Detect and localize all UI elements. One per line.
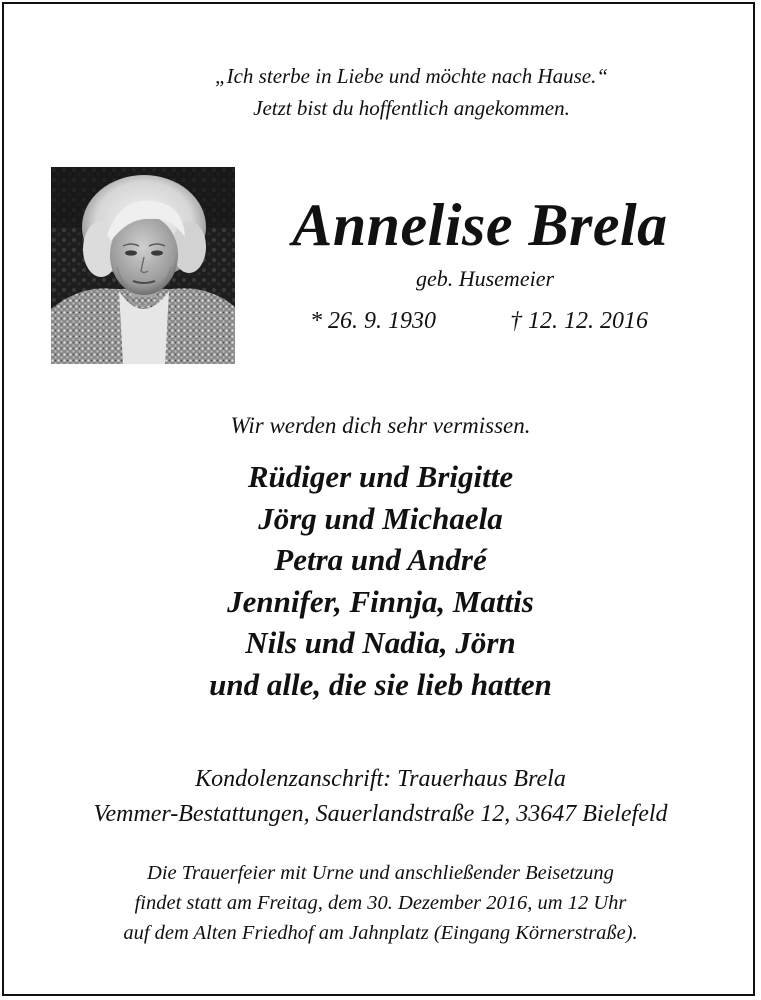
mourner-line: Rüdiger und Brigitte	[247, 459, 514, 494]
mourner-line: Jörg und Michaela	[258, 500, 503, 536]
mourners-list	[0, 456, 761, 705]
portrait-image	[51, 167, 235, 364]
maiden-name: geb. Husemeier	[415, 266, 555, 291]
farewell-line: Wir werden dich sehr vermissen.	[230, 413, 531, 438]
mourner-line: Petra und André	[274, 542, 487, 577]
contact-line-1: Kondolenzanschrift: Trauerhaus Brela	[195, 766, 566, 792]
mourner-line: und alle, die sie lieb hatten	[209, 666, 552, 702]
funeral-line-3: auf dem Alten Friedhof am Jahnplatz (Eingang Körnerstraße).	[123, 922, 638, 944]
opening-quote	[0, 60, 761, 124]
quote-line-1: „Ich sterbe in Liebe und möchte nach Hause.“	[214, 64, 609, 88]
quote-line-2: Jetzt bist du hoffentlich angekommen.	[253, 96, 570, 120]
funeral-info	[0, 858, 761, 948]
funeral-line-1: Die Trauerfeier mit Urne und anschließender Beisetzung	[147, 862, 614, 884]
contact-line-2: Vemmer-Bestattungen, Sauerlandstraße 12, 33647 Bielefeld	[93, 801, 668, 827]
portrait-photo	[51, 167, 235, 364]
mourner-line: Jennifer, Finnja, Mattis	[227, 583, 534, 619]
mourner-line: Nils und Nadia, Jörn	[245, 625, 516, 660]
death-date: † 12. 12. 2016	[510, 308, 648, 334]
funeral-line-2: findet statt am Freitag, dem 30. Dezember 2016, um 12 Uhr	[134, 892, 627, 914]
birth-date: * 26. 9. 1930	[310, 308, 436, 334]
condolence-address	[0, 762, 761, 832]
deceased-name: Annelise Brela	[292, 192, 668, 258]
